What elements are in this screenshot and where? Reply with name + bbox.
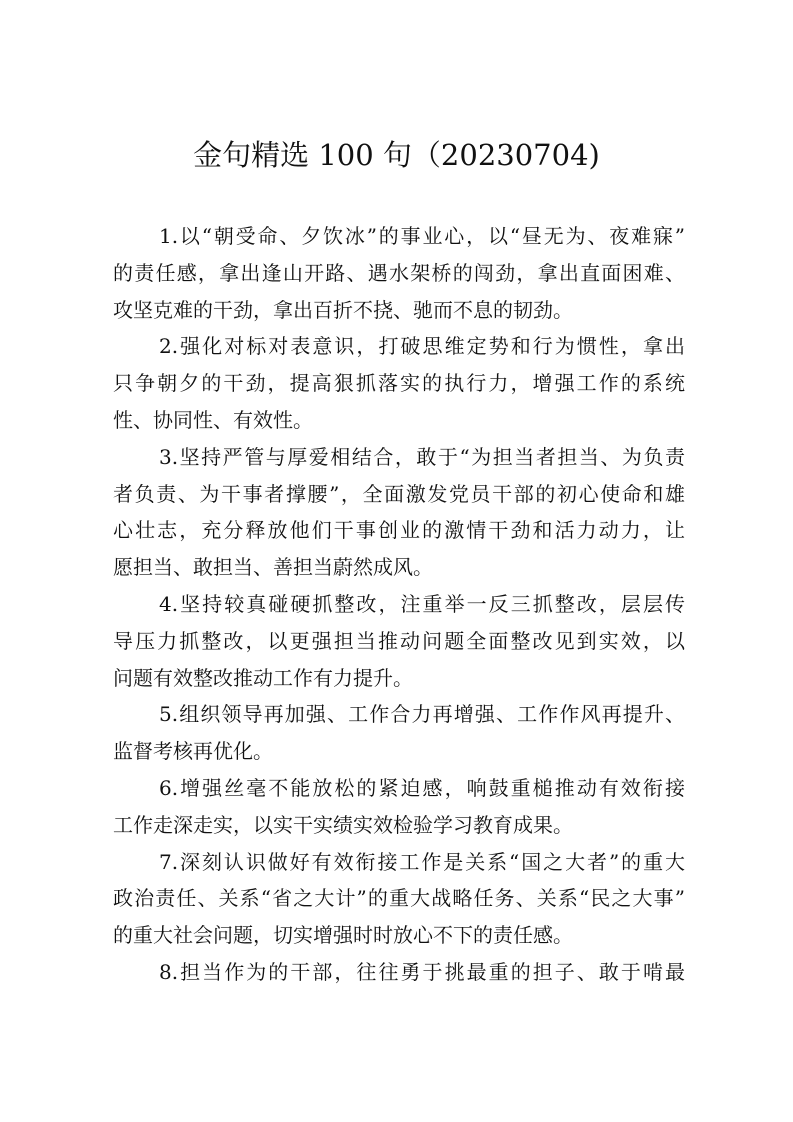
- text-line: 攻坚克难的干劲，拿出百折不挠、驰而不息的韧劲。: [113, 297, 573, 322]
- text-line: 8.担当作为的干部，往往勇于挑最重的担子、敢于啃最: [159, 959, 685, 984]
- paragraph-2: [113, 328, 685, 438]
- paragraph-8: [113, 954, 685, 991]
- text-line: 4.坚持较真碰硬抓整改，注重举一反三抓整改，层层传: [159, 591, 685, 616]
- paragraph-5: [113, 696, 685, 770]
- text-line: 1.以“朝受命、夕饮冰”的事业心，以“昼无为、夜难寐”: [159, 224, 685, 248]
- document-body: [113, 218, 685, 991]
- text-line: 问题有效整改推动工作有力提升。: [113, 665, 413, 690]
- text-line: 政治责任、关系“省之大计”的重大战略任务、关系“民之大事”: [113, 886, 685, 911]
- text-line: 2.强化对标对表意识，打破思维定势和行为惯性，拿出: [159, 334, 685, 359]
- text-line: 导压力抓整改，以更强担当推动问题全面整改见到实效，以: [113, 628, 685, 653]
- text-line: 7.深刻认识做好有效衔接工作是关系“国之大者”的重大: [159, 849, 685, 874]
- text-line: 的重大社会问题，切实增强时时放心不下的责任感。: [113, 923, 573, 948]
- text-line: 工作走深走实，以实干实绩实效检验学习教育成果。: [113, 812, 573, 837]
- paragraph-3: [113, 439, 685, 586]
- text-line: 心壮志，充分释放他们干事创业的激情干劲和活力动力，让: [113, 518, 685, 543]
- text-line: 只争朝夕的干劲，提高狠抓落实的执行力，增强工作的系统: [113, 371, 685, 396]
- paragraph-1: [113, 218, 685, 328]
- text-line: 者负责、为干事者撑腰”，全面激发党员干部的初心使命和雄: [113, 481, 685, 506]
- text-line: 6.增强丝毫不能放松的紧迫感，响鼓重槌推动有效衔接: [159, 775, 685, 800]
- text-line: 的责任感，拿出逢山开路、遇水架桥的闯劲，拿出直面困难、: [113, 260, 685, 285]
- text-line: 3.坚持严管与厚爱相结合，敢于“为担当者担当、为负责: [159, 444, 685, 469]
- document-title: 金句精选 100 句（20230704): [193, 138, 600, 172]
- paragraph-6: [113, 770, 685, 844]
- text-line: 5.组织领导再加强、工作合力再增强、工作作风再提升、: [159, 702, 685, 727]
- paragraph-7: [113, 844, 685, 954]
- text-line: 愿担当、敢担当、善担当蔚然成风。: [113, 555, 433, 580]
- paragraph-4: [113, 586, 685, 696]
- text-line: 监督考核再优化。: [113, 739, 273, 764]
- text-line: 性、协同性、有效性。: [113, 407, 313, 432]
